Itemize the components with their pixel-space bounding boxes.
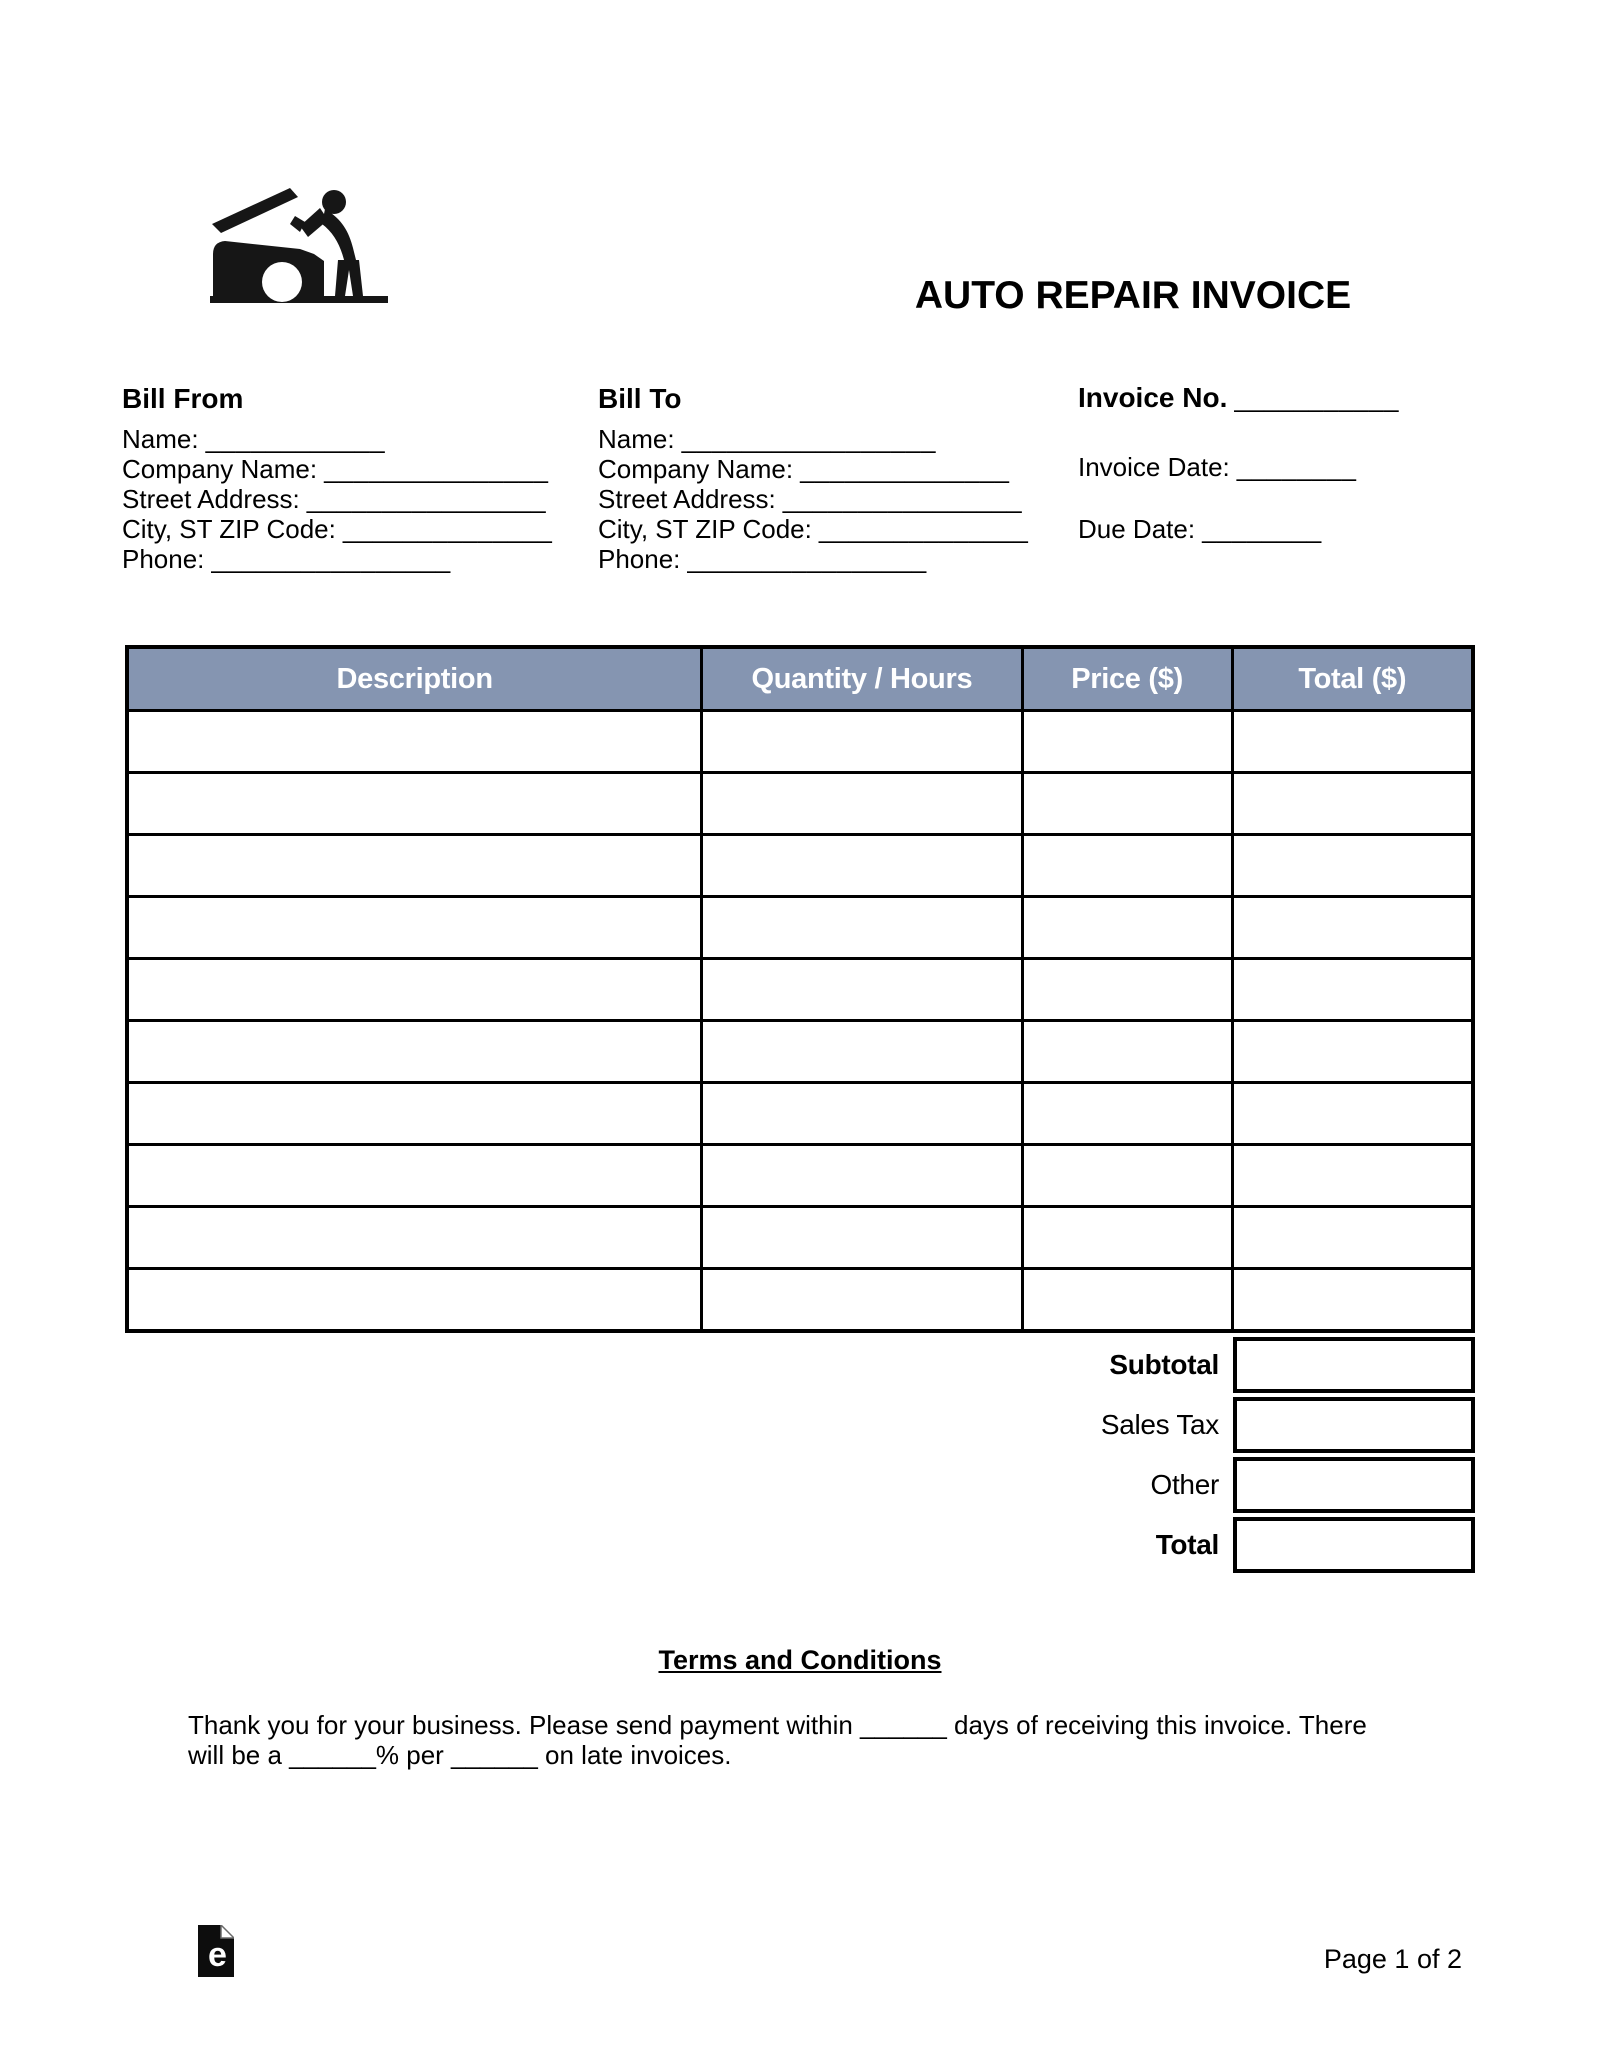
table-row: [127, 773, 1473, 835]
table-cell: [1022, 1021, 1232, 1083]
table-cell: [1022, 897, 1232, 959]
bill-to-city-line: [598, 514, 1028, 544]
field-label: Company Name:: [122, 454, 318, 484]
table-cell: [1022, 1207, 1232, 1269]
table-cell: [127, 711, 702, 773]
field-blank: ____________: [205, 424, 386, 454]
table-cell: [1022, 711, 1232, 773]
table-cell: [1022, 835, 1232, 897]
column-header-total: Total ($): [1232, 647, 1473, 711]
subtotal-label: Subtotal: [1109, 1349, 1219, 1380]
table-cell: [1232, 1083, 1473, 1145]
bill-to-name-line: [598, 424, 1028, 454]
table-cell: [1232, 1021, 1473, 1083]
column-header-description: Description: [127, 647, 702, 711]
table-row: [127, 835, 1473, 897]
field-label: Invoice No.: [1078, 382, 1228, 413]
table-cell: [1022, 773, 1232, 835]
field-blank: ________: [1236, 452, 1357, 482]
bill-from-heading: Bill From: [122, 383, 244, 414]
sales-tax-value-box: [1233, 1397, 1475, 1453]
table-cell: [702, 897, 1022, 959]
table-cell: [702, 959, 1022, 1021]
svg-text:e: e: [208, 1936, 227, 1974]
bill-from-name-line: [122, 424, 552, 454]
table-cell: [1232, 897, 1473, 959]
table-cell: [1022, 1083, 1232, 1145]
table-cell: [127, 1083, 702, 1145]
other-label: Other: [1150, 1469, 1219, 1500]
terms-paragraph: [188, 1710, 1367, 1770]
items-table-header-row: [127, 647, 1473, 711]
other-value-box: [1233, 1457, 1475, 1513]
table-row: [127, 1207, 1473, 1269]
table-row: [127, 1269, 1473, 1332]
field-blank: ______________: [818, 514, 1029, 544]
terms-line-1: Thank you for your business. Please send payment within ______ days of receiving this invoice. There: [188, 1710, 1367, 1740]
table-cell: [702, 1083, 1022, 1145]
bill-to-phone-line: [598, 544, 1028, 574]
bill-from-phone-line: [122, 544, 552, 574]
bill-from-street-line: [122, 484, 552, 514]
summary-row-subtotal: [700, 1337, 1475, 1393]
table-cell: [127, 897, 702, 959]
table-cell: [702, 711, 1022, 773]
table-row: [127, 1021, 1473, 1083]
table-cell: [127, 1207, 702, 1269]
field-blank: ________________: [687, 544, 927, 574]
field-blank: ________: [1202, 514, 1322, 544]
table-row: [127, 711, 1473, 773]
summary-section: [700, 1337, 1475, 1577]
table-cell: [1022, 959, 1232, 1021]
field-blank: ________________: [211, 544, 451, 574]
field-label: Street Address:: [122, 484, 300, 514]
field-label: Invoice Date:: [1078, 452, 1230, 482]
eforms-document-icon: [198, 1925, 234, 1977]
mechanic-car-logo-icon: [210, 186, 388, 308]
bill-to-section: [598, 382, 1028, 574]
total-value-box: [1233, 1517, 1475, 1573]
table-cell: [702, 1207, 1022, 1269]
table-cell: [1232, 1207, 1473, 1269]
page-title: AUTO REPAIR INVOICE: [914, 274, 1352, 317]
table-cell: [1232, 835, 1473, 897]
table-cell: [127, 1021, 702, 1083]
table-cell: [702, 1021, 1022, 1083]
terms-heading: Terms and Conditions: [658, 1645, 942, 1675]
table-cell: [127, 959, 702, 1021]
field-label: Company Name:: [598, 454, 794, 484]
terms-line-2: will be a ______% per ______ on late invoices.: [188, 1740, 732, 1770]
sales-tax-label: Sales Tax: [1100, 1409, 1219, 1440]
field-blank: ___________: [1234, 383, 1399, 413]
invoice-number-line: [1078, 382, 1399, 414]
bill-from-company-line: [122, 454, 552, 484]
table-row: [127, 959, 1473, 1021]
table-cell: [702, 773, 1022, 835]
field-label: City, ST ZIP Code:: [122, 514, 336, 544]
table-cell: [127, 835, 702, 897]
table-row: [127, 1145, 1473, 1207]
field-blank: _________________: [681, 424, 936, 454]
field-label: Phone:: [598, 544, 681, 574]
field-blank: ________________: [306, 484, 547, 514]
field-label: City, ST ZIP Code:: [598, 514, 812, 544]
bill-to-heading: Bill To: [598, 383, 682, 414]
invoice-date-line: [1078, 452, 1356, 483]
field-label: Name:: [598, 424, 675, 454]
invoice-meta-section: [1078, 382, 1518, 582]
column-header-quantity-hours: Quantity / Hours: [702, 647, 1022, 711]
total-label: Total: [1155, 1529, 1219, 1560]
bill-to-street-line: [598, 484, 1028, 514]
summary-row-sales-tax: [700, 1397, 1475, 1453]
summary-row-other: [700, 1457, 1475, 1513]
items-table: [125, 645, 1475, 1333]
table-cell: [1022, 1269, 1232, 1332]
bill-from-section: [122, 382, 552, 574]
table-cell: [1022, 1145, 1232, 1207]
table-cell: [1232, 959, 1473, 1021]
field-blank: ________________: [782, 484, 1023, 514]
table-cell: [702, 1269, 1022, 1332]
field-blank: ______________: [342, 514, 553, 544]
table-cell: [127, 1269, 702, 1332]
field-label: Due Date:: [1078, 514, 1196, 544]
table-cell: [1232, 773, 1473, 835]
table-row: [127, 1083, 1473, 1145]
field-blank: ______________: [800, 454, 1010, 484]
bill-to-company-line: [598, 454, 1028, 484]
field-label: Phone:: [122, 544, 205, 574]
field-blank: _______________: [324, 454, 549, 484]
page-number: Page 1 of 2: [1323, 1944, 1462, 1974]
field-label: Name:: [122, 424, 199, 454]
subtotal-value-box: [1233, 1337, 1475, 1393]
table-cell: [1232, 1145, 1473, 1207]
items-table-body: [127, 711, 1473, 1332]
table-cell: [702, 1145, 1022, 1207]
bill-from-city-line: [122, 514, 552, 544]
summary-row-total: [700, 1517, 1475, 1573]
table-cell: [1232, 1269, 1473, 1332]
table-cell: [702, 835, 1022, 897]
field-label: Street Address:: [598, 484, 776, 514]
due-date-line: [1078, 514, 1322, 545]
column-header-price: Price ($): [1022, 647, 1232, 711]
table-row: [127, 897, 1473, 959]
table-cell: [127, 1145, 702, 1207]
table-cell: [127, 773, 702, 835]
table-cell: [1232, 711, 1473, 773]
